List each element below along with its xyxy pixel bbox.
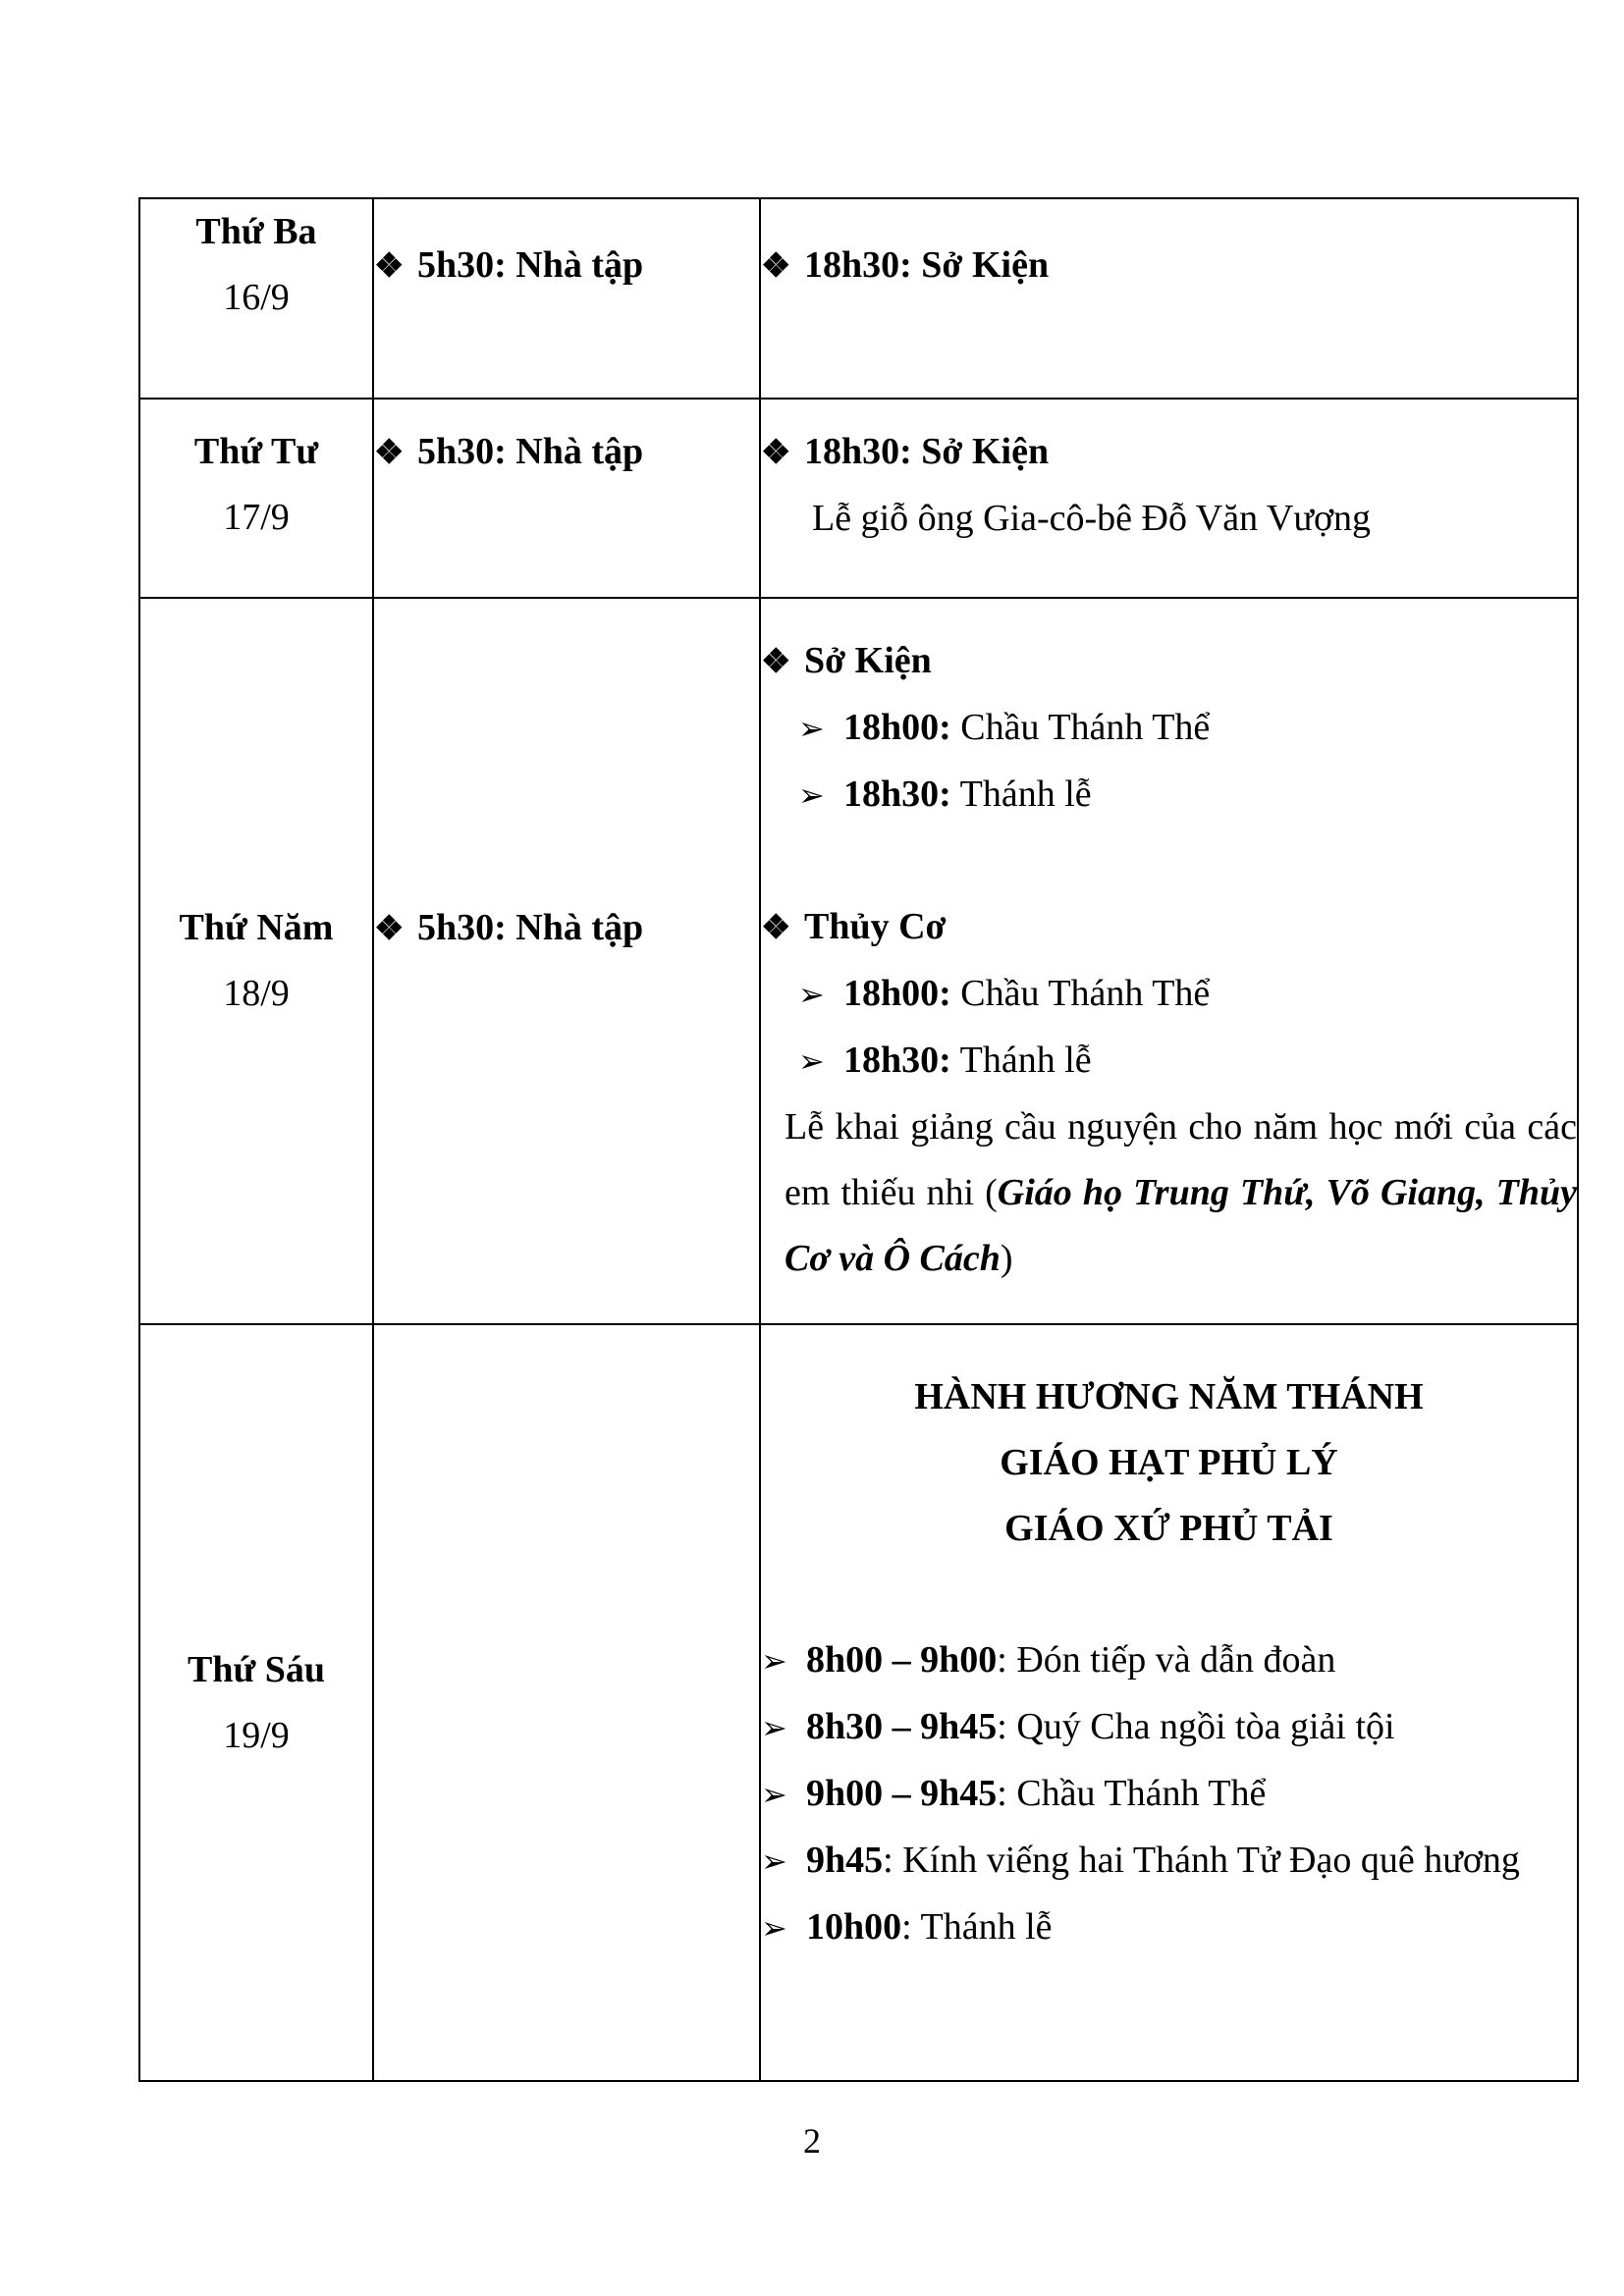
morning-cell [373,399,760,598]
note-emphasis: Giáo họ Trung Thứ, Võ Giang, Thủy Cơ và Ô Cách [785,1172,1577,1279]
item-text: : Đón tiếp và dẫn đoàn [997,1639,1336,1681]
evening-entry: 18h30: Sở Kiện [804,244,1050,286]
event-note [761,1095,1577,1292]
arrow-bullet-icon: ➢ [761,1777,787,1812]
note-prefix: Lễ khai giảng cầu nguyện cho năm học mới của các em thiếu nhi ( [785,1106,1577,1213]
item-text: Chầu Thánh Thể [950,707,1211,748]
evening-note: Lễ giỗ ông Gia-cô-bê Đỗ Văn Vượng [812,498,1372,539]
list-item [761,1761,1577,1828]
item-time: 18h00: [843,707,951,748]
evening-cell [760,598,1578,1324]
item-time: 18h30: [843,774,951,815]
day-name: Thứ Ba [195,211,317,252]
note-suffix: ) [1000,1238,1013,1279]
evening-entry: 18h30: Sở Kiện [804,431,1050,472]
group-place: Thủy Cơ [804,906,947,947]
list-item [761,961,1577,1028]
table-row [139,399,1578,598]
item-text: : Thánh lễ [901,1906,1053,1948]
list-item [761,1028,1577,1095]
arrow-bullet-icon: ➢ [761,1643,787,1679]
morning-cell [373,1324,760,2081]
day-date: 17/9 [223,497,290,538]
schedule-table [138,197,1579,2082]
item-time: 18h30: [843,1040,951,1081]
diamond-bullet-icon: ❖ [374,910,405,947]
day-cell [139,598,373,1324]
deanery-heading: GIÁO HẠT PHỦ LÝ [1000,1442,1338,1483]
morning-cell [373,598,760,1324]
day-name: Thứ Sáu [187,1648,326,1690]
list-item [761,1694,1577,1761]
morning-entry: 5h30: Nhà tập [417,906,644,948]
list-item [761,1895,1577,1961]
evening-cell [760,1324,1578,2081]
group-heading [761,628,1577,695]
item-text: : Chầu Thánh Thể [997,1773,1267,1814]
parish-heading: GIÁO XỨ PHỦ TẢI [1004,1508,1333,1549]
diamond-bullet-icon: ❖ [761,435,791,471]
item-time: 9h45 [806,1840,884,1881]
item-text: Thánh lễ [950,1040,1092,1081]
day-cell [139,198,373,399]
arrow-bullet-icon: ➢ [798,711,825,746]
day-name: Thứ Năm [179,907,334,948]
list-item [761,695,1577,762]
arrow-bullet-icon: ➢ [798,977,825,1012]
list-item [761,762,1577,828]
day-date: 19/9 [223,1714,290,1756]
group-heading [761,894,1577,961]
table-row [139,1324,1578,2081]
diamond-bullet-icon: ❖ [761,644,791,680]
item-time: 10h00 [806,1906,902,1948]
diamond-bullet-icon: ❖ [761,910,791,946]
item-time: 8h00 – 9h00 [806,1639,998,1681]
evening-cell [760,399,1578,598]
arrow-bullet-icon: ➢ [761,1710,787,1745]
item-time: 9h00 – 9h45 [806,1773,998,1814]
item-text: : Quý Cha ngồi tòa giải tội [997,1706,1395,1747]
item-text: Thánh lễ [950,774,1092,815]
morning-cell: ❖ 5h30: Nhà tập [373,198,760,399]
arrow-bullet-icon: ➢ [798,1043,825,1079]
arrow-bullet-icon: ➢ [798,777,825,813]
day-name: Thứ Tư [193,431,319,472]
list-item [761,1628,1577,1694]
day-date: 18/9 [223,973,290,1014]
pilgrimage-heading: HÀNH HƯƠNG NĂM THÁNH [914,1376,1424,1417]
list-item [761,1828,1577,1895]
group-place: Sở Kiện [804,640,932,681]
item-text: : Kính viếng hai Thánh Tử Đạo quê hương [883,1840,1520,1881]
arrow-bullet-icon: ➢ [761,1843,787,1879]
page-number: 2 [803,2121,821,2161]
arrow-bullet-icon: ➢ [761,1910,787,1946]
day-cell [139,1324,373,2081]
item-text: Chầu Thánh Thể [950,973,1211,1014]
table-row [139,198,1578,399]
morning-entry: 5h30: Nhà tập [417,431,644,472]
day-date: 16/9 [223,277,290,318]
day-cell [139,399,373,598]
evening-cell: ❖ 18h30: Sở Kiện [760,198,1578,399]
table-row [139,598,1578,1324]
item-time: 18h00: [843,973,951,1014]
diamond-bullet-icon: ❖ [374,435,405,471]
morning-entry: 5h30: Nhà tập [417,244,644,286]
item-time: 8h30 – 9h45 [806,1706,998,1747]
